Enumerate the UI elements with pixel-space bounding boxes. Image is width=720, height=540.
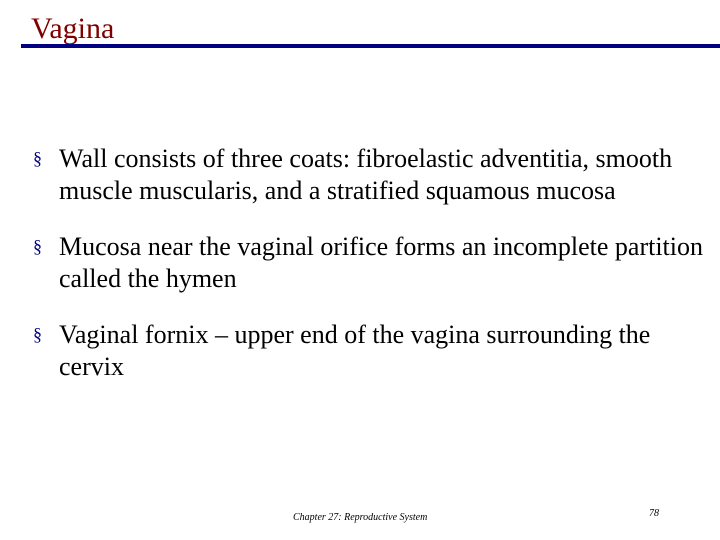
bullet-item (33, 143, 703, 207)
square-bullet-icon: § (33, 324, 42, 344)
title-underline (21, 44, 720, 48)
bullet-item (33, 231, 703, 295)
page-number: 78 (649, 508, 659, 519)
square-bullet-icon: § (33, 236, 42, 256)
bullet-text: Wall consists of three coats: fibroelastic adventitia, smooth muscle muscularis, and a stratified squamous mucosa (59, 144, 673, 205)
bullet-list (33, 143, 703, 407)
slide-title: Vagina (31, 12, 115, 45)
bullet-text: Mucosa near the vaginal orifice forms an incomplete partition called the hymen (59, 232, 703, 293)
bullet-text: Vaginal fornix – upper end of the vagina surrounding the cervix (59, 320, 651, 381)
footer-chapter: Chapter 27: Reproductive System (293, 512, 428, 523)
square-bullet-icon: § (33, 148, 42, 168)
bullet-item (33, 319, 703, 383)
